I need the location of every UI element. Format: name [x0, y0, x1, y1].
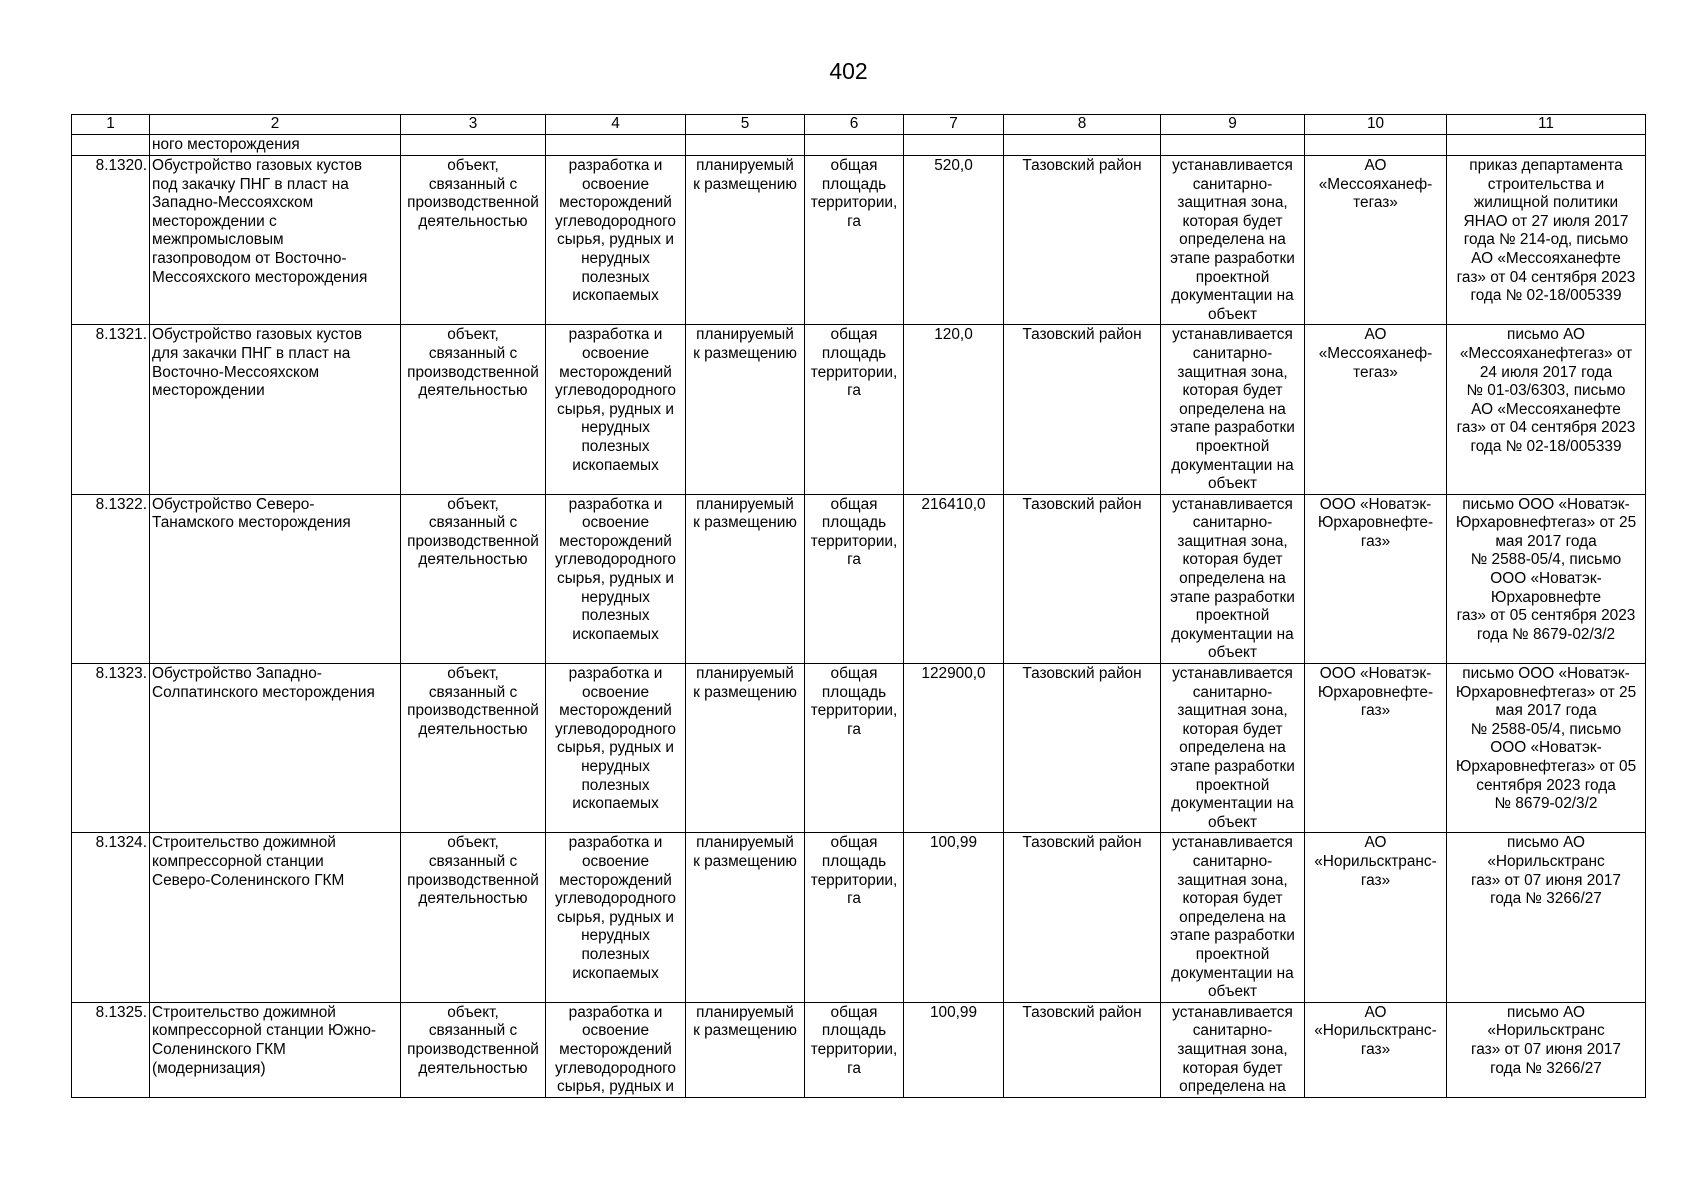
object-status: планируемый к размещению	[686, 325, 805, 494]
cell	[72, 135, 150, 156]
metric-name: общая площадь территории, га	[805, 325, 904, 494]
table-row	[72, 1002, 1646, 1097]
location: Тазовский район	[1004, 494, 1161, 663]
column-number: 3	[401, 115, 546, 135]
object-purpose: разработка и освоение месторождений углеводородного сырья, рудных и	[546, 1002, 686, 1097]
column-number: 7	[904, 115, 1004, 135]
registry-table	[71, 114, 1646, 1098]
object-purpose: разработка и освоение месторождений углеводородного сырья, рудных и нерудных полезных ископаемых	[546, 664, 686, 833]
continuation-row	[72, 135, 1646, 156]
metric-value: 100,99	[904, 833, 1004, 1002]
cell	[1161, 135, 1305, 156]
object-type: объект, связанный с производственной деятельностью	[401, 325, 546, 494]
object-status: планируемый к размещению	[686, 664, 805, 833]
owner: ООО «Новатэк- Юрхаровнефте- газ»	[1305, 664, 1447, 833]
object-status: планируемый к размещению	[686, 1002, 805, 1097]
owner: ООО «Новатэк- Юрхаровнефте- газ»	[1305, 494, 1447, 663]
basis-document: письмо АО «Норильсктранс газ» от 07 июня 2017 года № 3266/27	[1447, 1002, 1646, 1097]
object-status: планируемый к размещению	[686, 156, 805, 325]
location: Тазовский район	[1004, 325, 1161, 494]
basis-document: письмо ООО «Новатэк- Юрхаровнефтегаз» от 25 мая 2017 года № 2588-05/4, письмо ООО «Новатэк- Юрхаровнефте газ» от 05 сентября 2023 года № 8679-02/3/2	[1447, 494, 1646, 663]
metric-name: общая площадь территории, га	[805, 664, 904, 833]
basis-document: письмо ООО «Новатэк- Юрхаровнефтегаз» от 25 мая 2017 года № 2588-05/4, письмо ООО «Новатэк- Юрхаровнефтегаз» от 05 сентября 2023 года № 8679-02/3/2	[1447, 664, 1646, 833]
column-number: 1	[72, 115, 150, 135]
object-type: объект, связанный с производственной деятельностью	[401, 664, 546, 833]
owner: АО «Норильсктранс- газ»	[1305, 833, 1447, 1002]
object-name: Обустройство газовых кустов под закачку ПНГ в пласт на Западно-Мессояхском месторождении с межпромысловым газопроводом от Восточно- Мессояхского месторождения	[150, 156, 401, 325]
table-row	[72, 664, 1646, 833]
row-number: 8.1325.	[72, 1002, 150, 1097]
object-name: Строительство дожимной компрессорной станции Северо-Соленинского ГКМ	[150, 833, 401, 1002]
location: Тазовский район	[1004, 664, 1161, 833]
column-number-row	[72, 115, 1646, 135]
metric-value: 520,0	[904, 156, 1004, 325]
cell	[805, 135, 904, 156]
object-type: объект, связанный с производственной деятельностью	[401, 1002, 546, 1097]
column-number: 2	[150, 115, 401, 135]
cell	[1305, 135, 1447, 156]
cell	[686, 135, 805, 156]
basis-document: письмо АО «Норильсктранс газ» от 07 июня 2017 года № 3266/27	[1447, 833, 1646, 1002]
cell	[1004, 135, 1161, 156]
row-number: 8.1323.	[72, 664, 150, 833]
object-status: планируемый к размещению	[686, 494, 805, 663]
object-name: Обустройство Северо- Танамского месторождения	[150, 494, 401, 663]
object-type: объект, связанный с производственной деятельностью	[401, 494, 546, 663]
owner: АО «Мессояханеф- тегаз»	[1305, 156, 1447, 325]
object-purpose: разработка и освоение месторождений углеводородного сырья, рудных и нерудных полезных ископаемых	[546, 494, 686, 663]
location: Тазовский район	[1004, 1002, 1161, 1097]
location: Тазовский район	[1004, 833, 1161, 1002]
column-number: 4	[546, 115, 686, 135]
cell	[546, 135, 686, 156]
table-row	[72, 494, 1646, 663]
owner: АО «Мессояханеф- тегаз»	[1305, 325, 1447, 494]
metric-value: 120,0	[904, 325, 1004, 494]
object-name: Обустройство газовых кустов для закачки ПНГ в пласт на Восточно-Мессояхском месторождении	[150, 325, 401, 494]
owner: АО «Норильсктранс- газ»	[1305, 1002, 1447, 1097]
metric-name: общая площадь территории, га	[805, 156, 904, 325]
column-number: 11	[1447, 115, 1646, 135]
metric-value: 122900,0	[904, 664, 1004, 833]
column-number: 8	[1004, 115, 1161, 135]
continuation-text: ного месторождения	[150, 135, 401, 156]
protection-zone: устанавливается санитарно- защитная зона, которая будет определена на этапе разработки проектной документации на объект	[1161, 494, 1305, 663]
basis-document: письмо АО «Мессояханефтегаз» от 24 июля 2017 года № 01-03/6303, письмо АО «Мессояханефте газ» от 04 сентября 2023 года № 02-18/005339	[1447, 325, 1646, 494]
column-number: 6	[805, 115, 904, 135]
object-purpose: разработка и освоение месторождений углеводородного сырья, рудных и нерудных полезных ископаемых	[546, 833, 686, 1002]
table-row	[72, 325, 1646, 494]
column-number: 5	[686, 115, 805, 135]
protection-zone: устанавливается санитарно- защитная зона, которая будет определена на	[1161, 1002, 1305, 1097]
row-number: 8.1321.	[72, 325, 150, 494]
object-type: объект, связанный с производственной деятельностью	[401, 156, 546, 325]
column-number: 9	[1161, 115, 1305, 135]
metric-value: 216410,0	[904, 494, 1004, 663]
location: Тазовский район	[1004, 156, 1161, 325]
basis-document: приказ департамента строительства и жилищной политики ЯНАО от 27 июля 2017 года № 214-од, письмо АО «Мессояханефте газ» от 04 сентября 2023 года № 02-18/005339	[1447, 156, 1646, 325]
object-purpose: разработка и освоение месторождений углеводородного сырья, рудных и нерудных полезных ископаемых	[546, 156, 686, 325]
cell	[904, 135, 1004, 156]
table-row	[72, 156, 1646, 325]
object-name: Строительство дожимной компрессорной станции Южно- Соленинского ГКМ (модернизация)	[150, 1002, 401, 1097]
object-type: объект, связанный с производственной деятельностью	[401, 833, 546, 1002]
row-number: 8.1322.	[72, 494, 150, 663]
object-purpose: разработка и освоение месторождений углеводородного сырья, рудных и нерудных полезных ископаемых	[546, 325, 686, 494]
row-number: 8.1324.	[72, 833, 150, 1002]
object-status: планируемый к размещению	[686, 833, 805, 1002]
row-number: 8.1320.	[72, 156, 150, 325]
metric-name: общая площадь территории, га	[805, 833, 904, 1002]
cell	[401, 135, 546, 156]
protection-zone: устанавливается санитарно- защитная зона, которая будет определена на этапе разработки проектной документации на объект	[1161, 833, 1305, 1002]
cell	[1447, 135, 1646, 156]
protection-zone: устанавливается санитарно- защитная зона, которая будет определена на этапе разработки проектной документации на объект	[1161, 156, 1305, 325]
metric-name: общая площадь территории, га	[805, 494, 904, 663]
page-number: 402	[829, 58, 868, 84]
protection-zone: устанавливается санитарно- защитная зона, которая будет определена на этапе разработки проектной документации на объект	[1161, 325, 1305, 494]
metric-value: 100,99	[904, 1002, 1004, 1097]
column-number: 10	[1305, 115, 1447, 135]
table-row	[72, 833, 1646, 1002]
object-name: Обустройство Западно- Солпатинского месторождения	[150, 664, 401, 833]
metric-name: общая площадь территории, га	[805, 1002, 904, 1097]
protection-zone: устанавливается санитарно- защитная зона, которая будет определена на этапе разработки проектной документации на объект	[1161, 664, 1305, 833]
